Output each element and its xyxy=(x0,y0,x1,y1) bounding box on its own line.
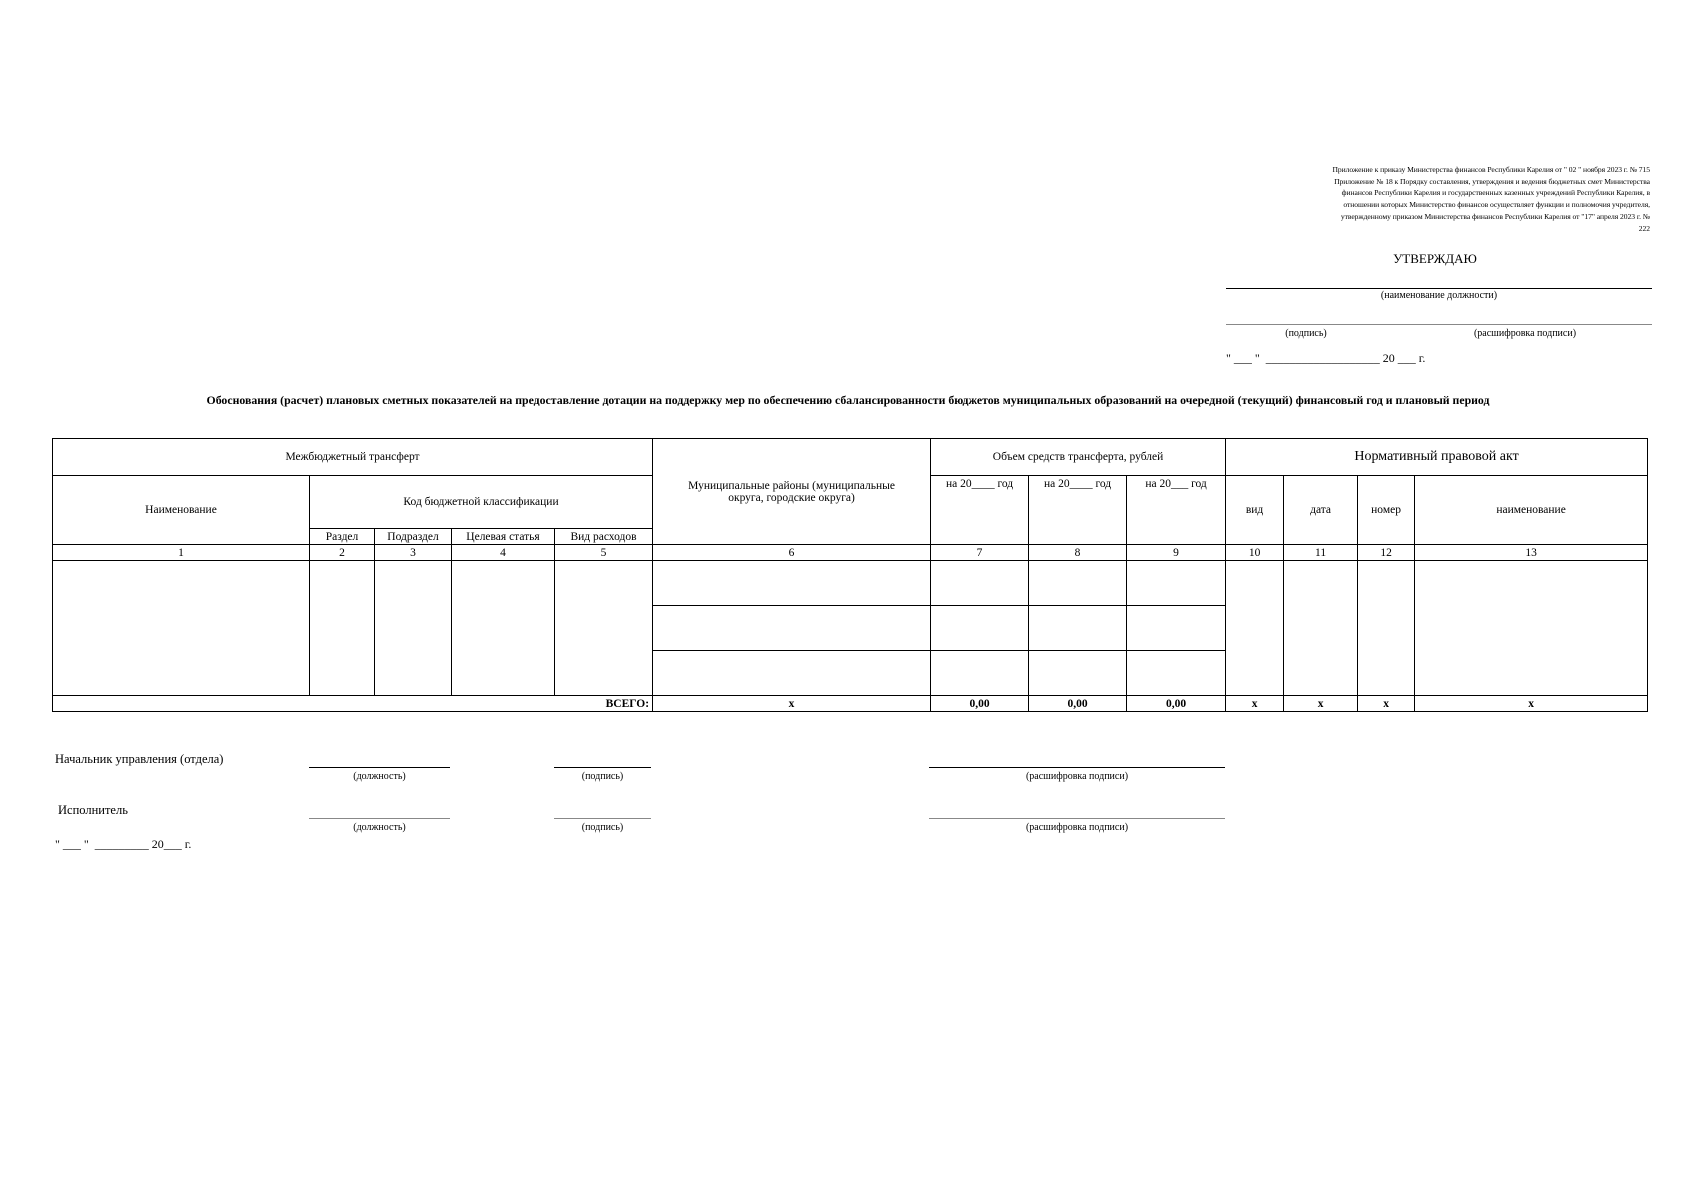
data-row xyxy=(53,561,1648,606)
cell-year-2[interactable] xyxy=(1029,606,1127,651)
header-note-line: Приложение к приказу Министерства финансов Республики Карелия от " 02 " ноября 2023 г. № 715 xyxy=(1332,165,1650,174)
approve-position-caption: (наименование должности) xyxy=(1380,290,1498,301)
cell-year-3[interactable] xyxy=(1127,606,1226,651)
header-year-3: на 20___ год xyxy=(1127,476,1226,545)
cell-year-1[interactable] xyxy=(931,561,1029,606)
header-note-line: Приложение № 18 к Порядку составления, утверждения и ведения бюджетных смет Министерства xyxy=(1334,176,1650,186)
cell-act-number[interactable] xyxy=(1358,561,1415,696)
header-act-date: дата xyxy=(1284,476,1358,545)
executor-position-line[interactable] xyxy=(309,818,450,819)
column-number: 8 xyxy=(1029,545,1127,561)
head-position-caption: (должность) xyxy=(353,771,406,782)
approve-position-line xyxy=(1226,288,1652,289)
approve-signature-line xyxy=(1226,324,1652,325)
header-act-title: наименование xyxy=(1415,476,1648,545)
total-act-title: x xyxy=(1415,696,1648,712)
cell-section[interactable] xyxy=(310,651,375,696)
header-interbudget-transfer: Межбюджетный трансферт xyxy=(53,439,653,476)
cell-section[interactable] xyxy=(310,606,375,651)
total-year-2: 0,00 xyxy=(1029,696,1127,712)
total-act-type: x xyxy=(1226,696,1284,712)
cell-year-2[interactable] xyxy=(1029,651,1127,696)
column-number: 1 xyxy=(53,545,310,561)
header-name: Наименование xyxy=(53,476,310,545)
column-number: 13 xyxy=(1415,545,1648,561)
executor-decode-caption: (расшифровка подписи) xyxy=(1025,822,1129,833)
approve-signature-caption: (подпись) xyxy=(1285,328,1327,339)
header-note-line: 222 xyxy=(1638,223,1650,233)
head-label: Начальник управления (отдела) xyxy=(55,752,224,766)
column-number: 5 xyxy=(555,545,653,561)
cell-municipal[interactable] xyxy=(653,561,931,606)
total-year-1: 0,00 xyxy=(931,696,1029,712)
cell-act-date[interactable] xyxy=(1284,561,1358,696)
executor-position-caption: (должность) xyxy=(353,822,406,833)
cell-year-1[interactable] xyxy=(931,606,1029,651)
head-decode-line[interactable] xyxy=(929,767,1225,768)
header-act-number: номер xyxy=(1358,476,1415,545)
column-number: 12 xyxy=(1358,545,1415,561)
header-municipal: Муниципальные районы (муниципальные округа, городские округа) xyxy=(653,439,931,545)
header-expense-type: Вид расходов xyxy=(555,529,653,545)
cell-year-3[interactable] xyxy=(1127,651,1226,696)
column-number: 9 xyxy=(1127,545,1226,561)
head-position-line[interactable] xyxy=(309,767,450,768)
approve-decode-caption: (расшифровка подписи) xyxy=(1473,328,1577,339)
cell-municipal[interactable] xyxy=(653,651,931,696)
cell-subsection[interactable] xyxy=(375,561,452,696)
header-transfer-volume: Объем средств трансферта, рублей xyxy=(931,439,1226,476)
head-signature-line[interactable] xyxy=(554,767,651,768)
column-number: 6 xyxy=(653,545,931,561)
column-number: 11 xyxy=(1284,545,1358,561)
column-number: 3 xyxy=(375,545,452,561)
cell-expense-type[interactable] xyxy=(555,561,653,696)
cell-year-1[interactable] xyxy=(931,651,1029,696)
header-note-line: отношении которых Министерство финансов осуществляет функции и полномочия учредителя, xyxy=(1343,200,1650,210)
header-year-2: на 20____ год xyxy=(1029,476,1127,545)
header-note-line: утвержденному приказом Министерства финансов Республики Карелия от "17" апреля 2023 г. № xyxy=(1340,211,1650,221)
header-subsection: Подраздел xyxy=(375,529,452,545)
column-number: 7 xyxy=(931,545,1029,561)
cell-act-title[interactable] xyxy=(1415,561,1648,696)
total-act-date: x xyxy=(1284,696,1358,712)
approve-date: " ___ " ___________________ 20 ___ г. xyxy=(1226,351,1426,365)
head-signature-caption: (подпись) xyxy=(581,771,624,782)
header-legal-act: Нормативный правовой акт xyxy=(1226,439,1648,476)
column-number: 4 xyxy=(452,545,555,561)
total-label: ВСЕГО: xyxy=(53,696,653,712)
approve-title: УТВЕРЖДАЮ xyxy=(1393,251,1477,266)
document-title: Обоснования (расчет) плановых сметных показателей на предоставление дотации на поддержку мер по обеспечению сбалансированности бюджетов муниципальных образований на очередной (текущий) финансовый год и плановый период xyxy=(206,393,1490,407)
header-note-line: финансов Республики Карелия и государственных казенных учреждений Республики Карелия, в xyxy=(1341,188,1650,198)
column-number: 10 xyxy=(1226,545,1284,561)
header-kbk: Код бюджетной классификации xyxy=(310,476,653,529)
estimate-table xyxy=(52,438,1648,712)
column-number-row xyxy=(53,545,1648,561)
total-municipal: x xyxy=(653,696,931,712)
cell-target-article[interactable] xyxy=(452,561,555,696)
cell-year-3[interactable] xyxy=(1127,561,1226,606)
cell-year-2[interactable] xyxy=(1029,561,1127,606)
signature-date: " ___ " _________ 20___ г. xyxy=(55,837,192,851)
executor-label: Исполнитель xyxy=(58,803,128,817)
cell-act-type[interactable] xyxy=(1226,561,1284,696)
cell-name[interactable] xyxy=(53,561,310,696)
cell-section[interactable] xyxy=(310,561,375,606)
executor-decode-line[interactable] xyxy=(929,818,1225,819)
header-note xyxy=(1240,164,1650,234)
executor-signature-caption: (подпись) xyxy=(581,822,624,833)
header-section: Раздел xyxy=(310,529,375,545)
header-year-1: на 20____ год xyxy=(931,476,1029,545)
total-act-number: x xyxy=(1358,696,1415,712)
executor-signature-line[interactable] xyxy=(554,818,651,819)
total-year-3: 0,00 xyxy=(1127,696,1226,712)
header-act-type: вид xyxy=(1226,476,1284,545)
total-row xyxy=(53,696,1648,712)
cell-municipal[interactable] xyxy=(653,606,931,651)
head-decode-caption: (расшифровка подписи) xyxy=(1025,771,1129,782)
header-target-article: Целевая статья xyxy=(452,529,555,545)
column-number: 2 xyxy=(310,545,375,561)
